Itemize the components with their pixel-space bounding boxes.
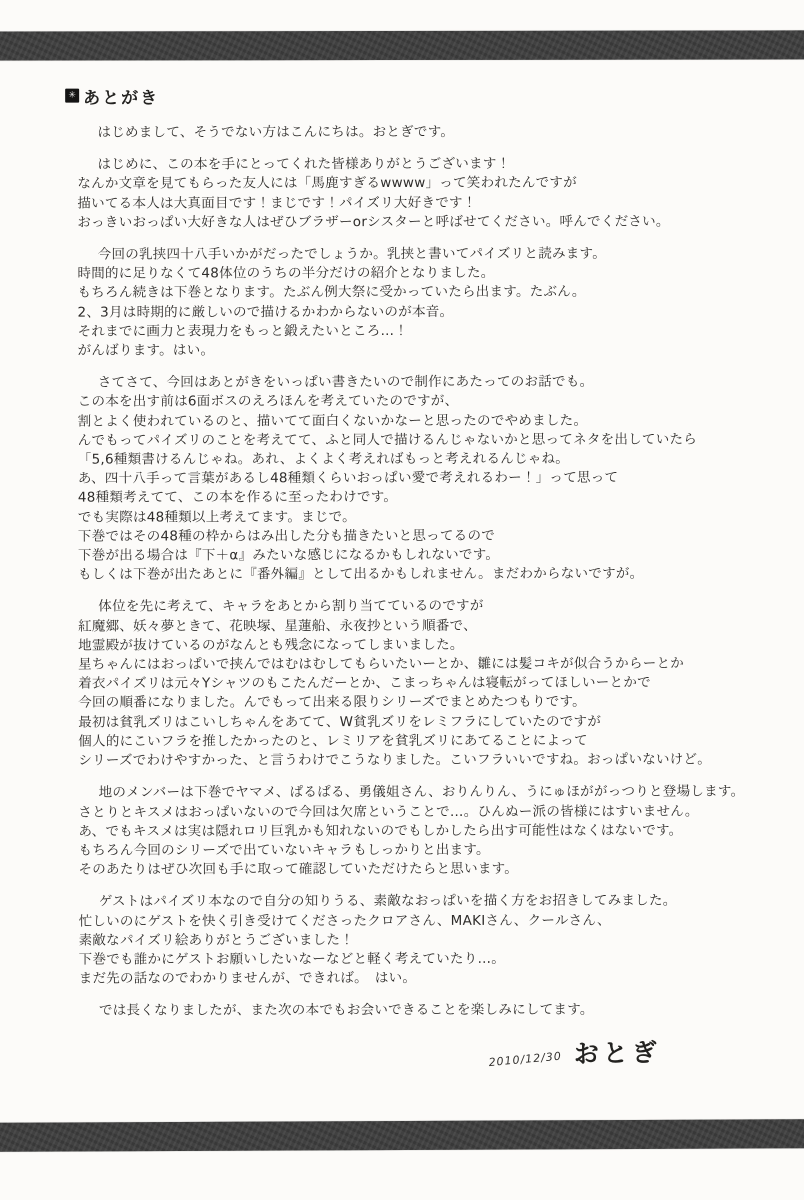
signature-date: 2010/12/30 [487,1049,562,1069]
text-line: 地霊殿が抜けているのがなんとも残念になってしまいました。 [78,636,464,654]
paragraph [79,1001,765,1021]
section-header [65,85,763,109]
text-line: んでもってパイズリのことを考えてて、ふと同人で描けるんじゃないかと思ってネタを出していたら [77,431,698,449]
text-line: 割とよく使われているのと、描いてて面白くないかなーと思ったのでやめました。 [77,412,588,430]
text-line: がんばります。はい。 [77,342,215,359]
text-line: 着衣パイズリは元々Yシャツのもこたんだーとか、こまっちゃんは寝転がってほしいーとかで [78,674,651,692]
paragraph [77,244,763,360]
text-line: 2、3月は時期的に厳しいので描けるかわからないのが本音。 [77,303,454,321]
text-line: はじめに、この本を手にとってくれた皆様ありがとうございます！ [97,156,511,173]
text-line: もちろん今回のシリーズで出ていないキャラもしっかりと出ます。 [78,841,490,859]
paragraph [79,892,765,989]
paragraph [77,122,763,142]
text-line: あ、でもキスメは実は隠れロリ巨乳かも知れないのでもしかしたら出す可能性はなくはないです。 [78,822,683,840]
text-line: 素敵なパイズリ絵ありがとうございました！ [78,931,354,949]
text-line: 今回の順番になりました。んでもって出来る限りシリーズでまとめたつもりです。 [78,694,586,712]
paragraph [78,373,764,585]
text-line: 星ちゃんにはおっぱいで挟んではむはむしてもらいたいーとか、雛には髪コキが似合うからーとか [78,655,685,673]
text-line: もしくは下巻が出たあとに『番外編』として出るかもしれません。まだわからないですが。 [77,565,644,583]
text-line: はじめまして、そうでない方はこんにちは。おとぎです。 [97,123,455,141]
text-line: 下巻が出る場合は『下＋α』みたいな感じになるかもしれないです。 [77,546,500,564]
text-line: 最初は貧乳ズリはこいしちゃんをあてて、W貧乳ズリをレミフラにしていたのですが [78,713,602,731]
bottom-rule-band [0,1119,804,1152]
signature-block [65,1033,765,1070]
paragraph [78,597,764,771]
text-line: 地のメンバーは下巻でヤマメ、ぱるぱる、勇儀姐さん、おりんりん、うにゅほががっつりと登場します。 [98,783,745,801]
text-line: 「5,6種類書けるんじゃね。あれ、よくよく考えればもっと考えれるんじゃね。 [77,450,570,468]
signature-name: おとぎ [573,1037,662,1069]
text-line: 今回の乳挟四十八手いかがだったでしょうか。乳挟と書いてパイズリと読みます。 [97,245,606,263]
text-line: さとりとキスメはおっぱいないので今回は欠席ということで…。ひんぬー派の皆様にはすいません。 [78,803,699,821]
text-line: この本を出す前は6面ボスのえろほんを考えていたのですが、 [77,393,459,411]
text-line: 体位を先に考えて、キャラをあとから割り当てているのですが [98,598,484,616]
text-line: あ、四十八手って言葉があるし48種類くらいおっぱい愛で考えれるわー！」って思って [77,469,619,487]
text-line: さてさて、今回はあとがきをいっぱい書きたいので制作にあたってのお話でも。 [97,373,594,391]
text-line: まだ先の話なのでわかりませんが、できれば。 はい。 [78,970,417,987]
text-line: 48種類考えてて、この本を作るに至ったわけです。 [77,489,398,507]
text-line: 忙しいのにゲストを快く引き受けてくださったクロアさん、MAKIさん、クールさん、 [78,912,611,930]
top-rule-band [0,30,804,60]
text-line: シリーズでわけやすかった、と言うわけでこうなりました。こいフラいいですね。おっぱいないけど。 [78,751,712,769]
paragraph [78,783,764,880]
text-line: そのあたりはぜひ次回も手に取って確認していただけたらと思います。 [78,860,519,878]
text-line: ゲストはパイズリ本なので自分の知りうる、素敵なおっぱいを描く方をお招きしてみました。 [98,892,677,910]
text-line: それまでに画力と表現力をもっと鍛えたいところ…！ [77,322,409,340]
page-content [63,85,765,1070]
text-line: もちろん続きは下巻となります。たぶん例大祭に受かっていたら出ます。たぶん。 [77,284,586,302]
text-line: 下巻ではその48種の枠からはみ出した分も描きたいと思ってるので [77,527,496,545]
text-line: 描いてる本人は大真面目です！まじです！パイズリ大好きです！ [77,194,477,212]
text-line: おっきいおっぱい大好きな人はぜひブラザーorシスターと呼ばせてください。呼んでください。 [77,213,670,231]
text-line: 個人的にこいフラを推したかったのと、レミリアを貧乳ズリにあてることによって [78,732,588,750]
paragraph [77,155,763,233]
page-title: あとがき [83,87,160,109]
text-line: では長くなりましたが、また次の本でもお会いできることを楽しみにしてます。 [98,1002,594,1019]
black-square-marker-icon [65,89,79,103]
text-line: 下巻でも誰かにゲストお願いしたいなーなどと軽く考えていたり…。 [78,950,506,968]
text-line: でも実際は48種類以上考えてます。まじで。 [77,508,356,526]
text-line: なんか文章を見てもらった友人には「馬鹿すぎるwwww」って笑われたんですが [77,175,577,192]
afterword-body [63,122,765,1021]
text-line: 時間的に足りなくて48体位のうちの半分だけの紹介となりました。 [77,265,495,282]
text-line: 紅魔郷、妖々夢ときて、花映塚、星蓮船、永夜抄という順番で、 [78,617,477,635]
